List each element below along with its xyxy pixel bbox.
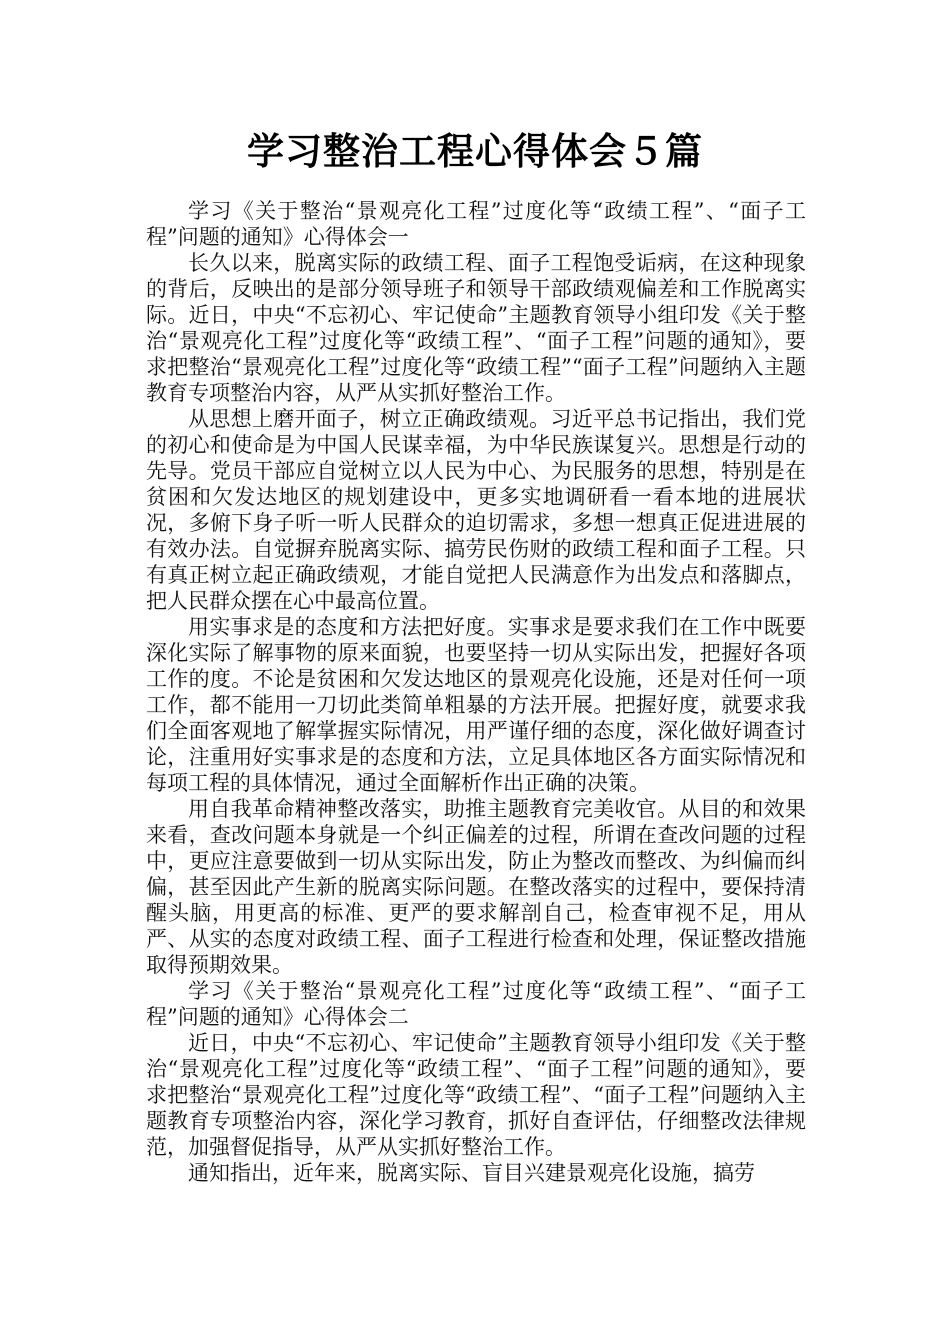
section-heading-2: 学习《关于整治“景观亮化工程”过度化等“政绩工程”、“面子工程”问题的通知》心得体会二 (146, 979, 806, 1029)
section-heading-1: 学习《关于整治“景观亮化工程”过度化等“政绩工程”、“面子工程”问题的通知》心得体会一 (146, 199, 806, 249)
document-title: 学习整治工程心得体会５篇 (247, 130, 703, 173)
body-paragraph: 近日，中央“不忘初心、牢记使命”主题教育领导小组印发《关于整治“景观亮化工程”过度化等“政绩工程”、“面子工程”问题的通知》，要求把整治“景观亮化工程”过度化等“政绩工程”、“面子工程”问题纳入主题教育专项整治内容，深化学习教育，抓好自查评估，仔细整改法律规范，加强督促指导，从严从实抓好整治工作。 (146, 1031, 806, 1159)
document-body (146, 198, 806, 1186)
body-paragraph: 从思想上磨开面子，树立正确政绩观。习近平总书记指出，我们党的初心和使命是为中国人民谋幸福，为中华民族谋复兴。思想是行动的先导。党员干部应自觉树立以人民为中心、为民服务的思想，特别是在贫困和欠发达地区的规划建设中，更多实地调研看一看本地的进展状况，多俯下身子听一听人民群众的迫切需求，多想一想真正促进进展的有效办法。自觉摒弃脱离实际、搞劳民伤财的政绩工程和面子工程。只有真正树立起正确政绩观，才能自觉把人民满意作为出发点和落脚点，把人民群众摆在心中最高位置。 (146, 407, 806, 613)
body-paragraph: 长久以来，脱离实际的政绩工程、面子工程饱受诟病，在这种现象的背后，反映出的是部分领导班子和领导干部政绩观偏差和工作脱离实际。近日，中央“不忘初心、牢记使命”主题教育领导小组印发《关于整治“景观亮化工程”过度化等“政绩工程”、“面子工程”问题的通知》，要求把整治“景观亮化工程”过度化等“政绩工程”“面子工程”问题纳入主题教育专项整治内容，从严从实抓好整治工作。 (146, 251, 806, 405)
body-paragraph: 通知指出，近年来，脱离实际、盲目兴建景观亮化设施，搞劳 (188, 1161, 755, 1185)
body-paragraph: 用实事求是的态度和方法把好度。实事求是要求我们在工作中既要深化实际了解事物的原来面貌，也要坚持一切从实际出发，把握好各项工作的度。不论是贫困和欠发达地区的景观亮化设施，还是对任何一项工作，都不能用一刀切此类简单粗暴的方法开展。把握好度，就要求我们全面客观地了解掌握实际情况，用严谨仔细的态度，深化做好调查讨论，注重用好实事求是的态度和方法，立足具体地区各方面实际情况和每项工程的具体情况，通过全面解析作出正确的决策。 (146, 615, 806, 795)
body-paragraph: 用自我革命精神整改落实，助推主题教育完美收官。从目的和效果来看，查改问题本身就是一个纠正偏差的过程，所谓在查改问题的过程中，更应注意要做到一切从实际出发，防止为整改而整改、为纠偏而纠偏，甚至因此产生新的脱离实际问题。在整改落实的过程中，要保持清醒头脑，用更高的标准、更严的要求解剖自己，检查审视不足，用从严、从实的态度对政绩工程、面子工程进行检查和处理，保证整改措施取得预期效果。 (146, 797, 806, 977)
